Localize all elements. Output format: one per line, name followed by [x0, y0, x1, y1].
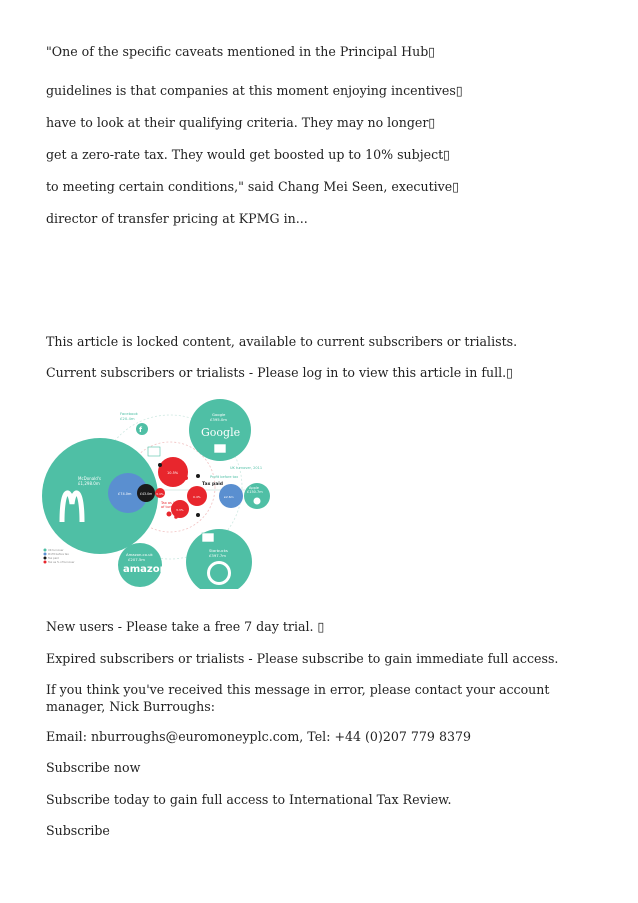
red-dot-3	[174, 515, 178, 519]
legend-dot-tax	[44, 557, 47, 560]
profit-before-tax-label: Profit before tax	[210, 475, 239, 479]
red-mid-label: 0.4%	[193, 495, 201, 499]
amazon-amount: £207.5m	[128, 557, 145, 562]
legend-turnover: UK turnover	[48, 549, 64, 552]
mcdonalds-profit: £74.0m	[118, 492, 132, 496]
facebook-amount: £20.4m	[120, 416, 135, 421]
facebook-name: Facebook	[120, 411, 138, 416]
quote-line-1: "One of the specific caveats mentioned in the Principal Hub▯	[46, 44, 436, 59]
error-contact-message: If you think you've received this message in error, please contact your account manager, Nick Burroughs:	[46, 682, 550, 714]
apple-amount: £150.7m	[247, 490, 263, 494]
google-logo: Google	[201, 426, 241, 439]
red-small-label: 3.3%	[176, 508, 184, 512]
facebook-detail-box	[148, 447, 160, 456]
legend-tax: Tax paid	[48, 557, 59, 560]
login-prompt[interactable]: Current subscribers or trialists - Please log in to view this article in full.▯	[46, 365, 514, 380]
legend-pct: Tax as % of turnover	[48, 561, 75, 564]
quote-line-2: guidelines is that companies at this moment enjoying incentives▯	[46, 83, 463, 98]
subscribe-now-link[interactable]: Subscribe now	[46, 760, 141, 775]
amazon-logo: amazon	[123, 564, 167, 575]
mcdonalds-amount: £1,298.0m	[78, 481, 100, 486]
subscribe-link[interactable]: Subscribe	[46, 823, 110, 838]
amazon-name: Amazon.co.uk	[126, 552, 153, 557]
black-dot-2	[196, 474, 200, 478]
mcdonalds-name: McDonald's	[78, 476, 101, 481]
starbucks-amount: £397.7m	[209, 553, 226, 558]
contact-email-line[interactable]: Email: nburroughs@euromoneyplc.com, Tel: +44 (0)207 779 8379	[46, 729, 471, 744]
quote-line-3: have to look at their qualifying criteria. They may no longer▯	[46, 115, 436, 130]
starbucks-detail-box	[202, 533, 214, 542]
legend-dot-pct	[44, 561, 47, 564]
google-detail-box	[214, 444, 226, 453]
starbucks-name: Starbucks	[209, 548, 228, 553]
black-dot-3	[196, 513, 200, 517]
red-big-label: 10.5%	[167, 471, 179, 475]
legend-dot-profit	[44, 553, 47, 556]
legend-dot-turnover	[44, 549, 47, 552]
infographic-svg	[40, 392, 272, 589]
mcdonalds-pct: 3.4%	[156, 492, 164, 496]
quote-line-4: get a zero-rate tax. They would get boosted up to 10% subject▯	[46, 147, 451, 162]
uk-turnover-label: UK turnover, 2011	[230, 466, 263, 470]
new-users-trial[interactable]: New users - Please take a free 7 day trial. ▯	[46, 619, 325, 634]
tax-paid-label: Tax paid	[202, 482, 224, 487]
legend-profit: Profit before tax	[48, 553, 69, 556]
google-name: Google	[212, 412, 226, 417]
red-dot-1	[167, 512, 172, 517]
expired-subscribers[interactable]: Expired subscribers or trialists - Please subscribe to gain immediate full access.	[46, 651, 559, 666]
apple-logo-icon	[254, 498, 261, 505]
quote-line-6: director of transfer pricing at KPMG in...	[46, 211, 308, 226]
black-dot-1	[158, 463, 162, 467]
apple-profit: £2.6m	[224, 495, 234, 499]
quote-line-5: to meeting certain conditions," said Chang Mei Seen, executive▯	[46, 179, 460, 194]
subscribe-today-text: Subscribe today to gain full access to International Tax Review.	[46, 792, 452, 807]
google-amount: £395.0m	[210, 417, 227, 422]
apple-name: Apple	[249, 486, 259, 490]
legend	[44, 548, 76, 564]
tax-infographic	[40, 392, 272, 589]
facebook-icon: f	[139, 426, 143, 434]
locked-notice: This article is locked content, available to current subscribers or trialists.	[46, 334, 518, 349]
tax-pct-label: Tax as % of turnover	[161, 501, 181, 509]
starbucks-logo-inner	[210, 564, 228, 582]
mcdonalds-tax: £43.0m	[140, 492, 153, 496]
red-dot-2	[184, 476, 188, 480]
